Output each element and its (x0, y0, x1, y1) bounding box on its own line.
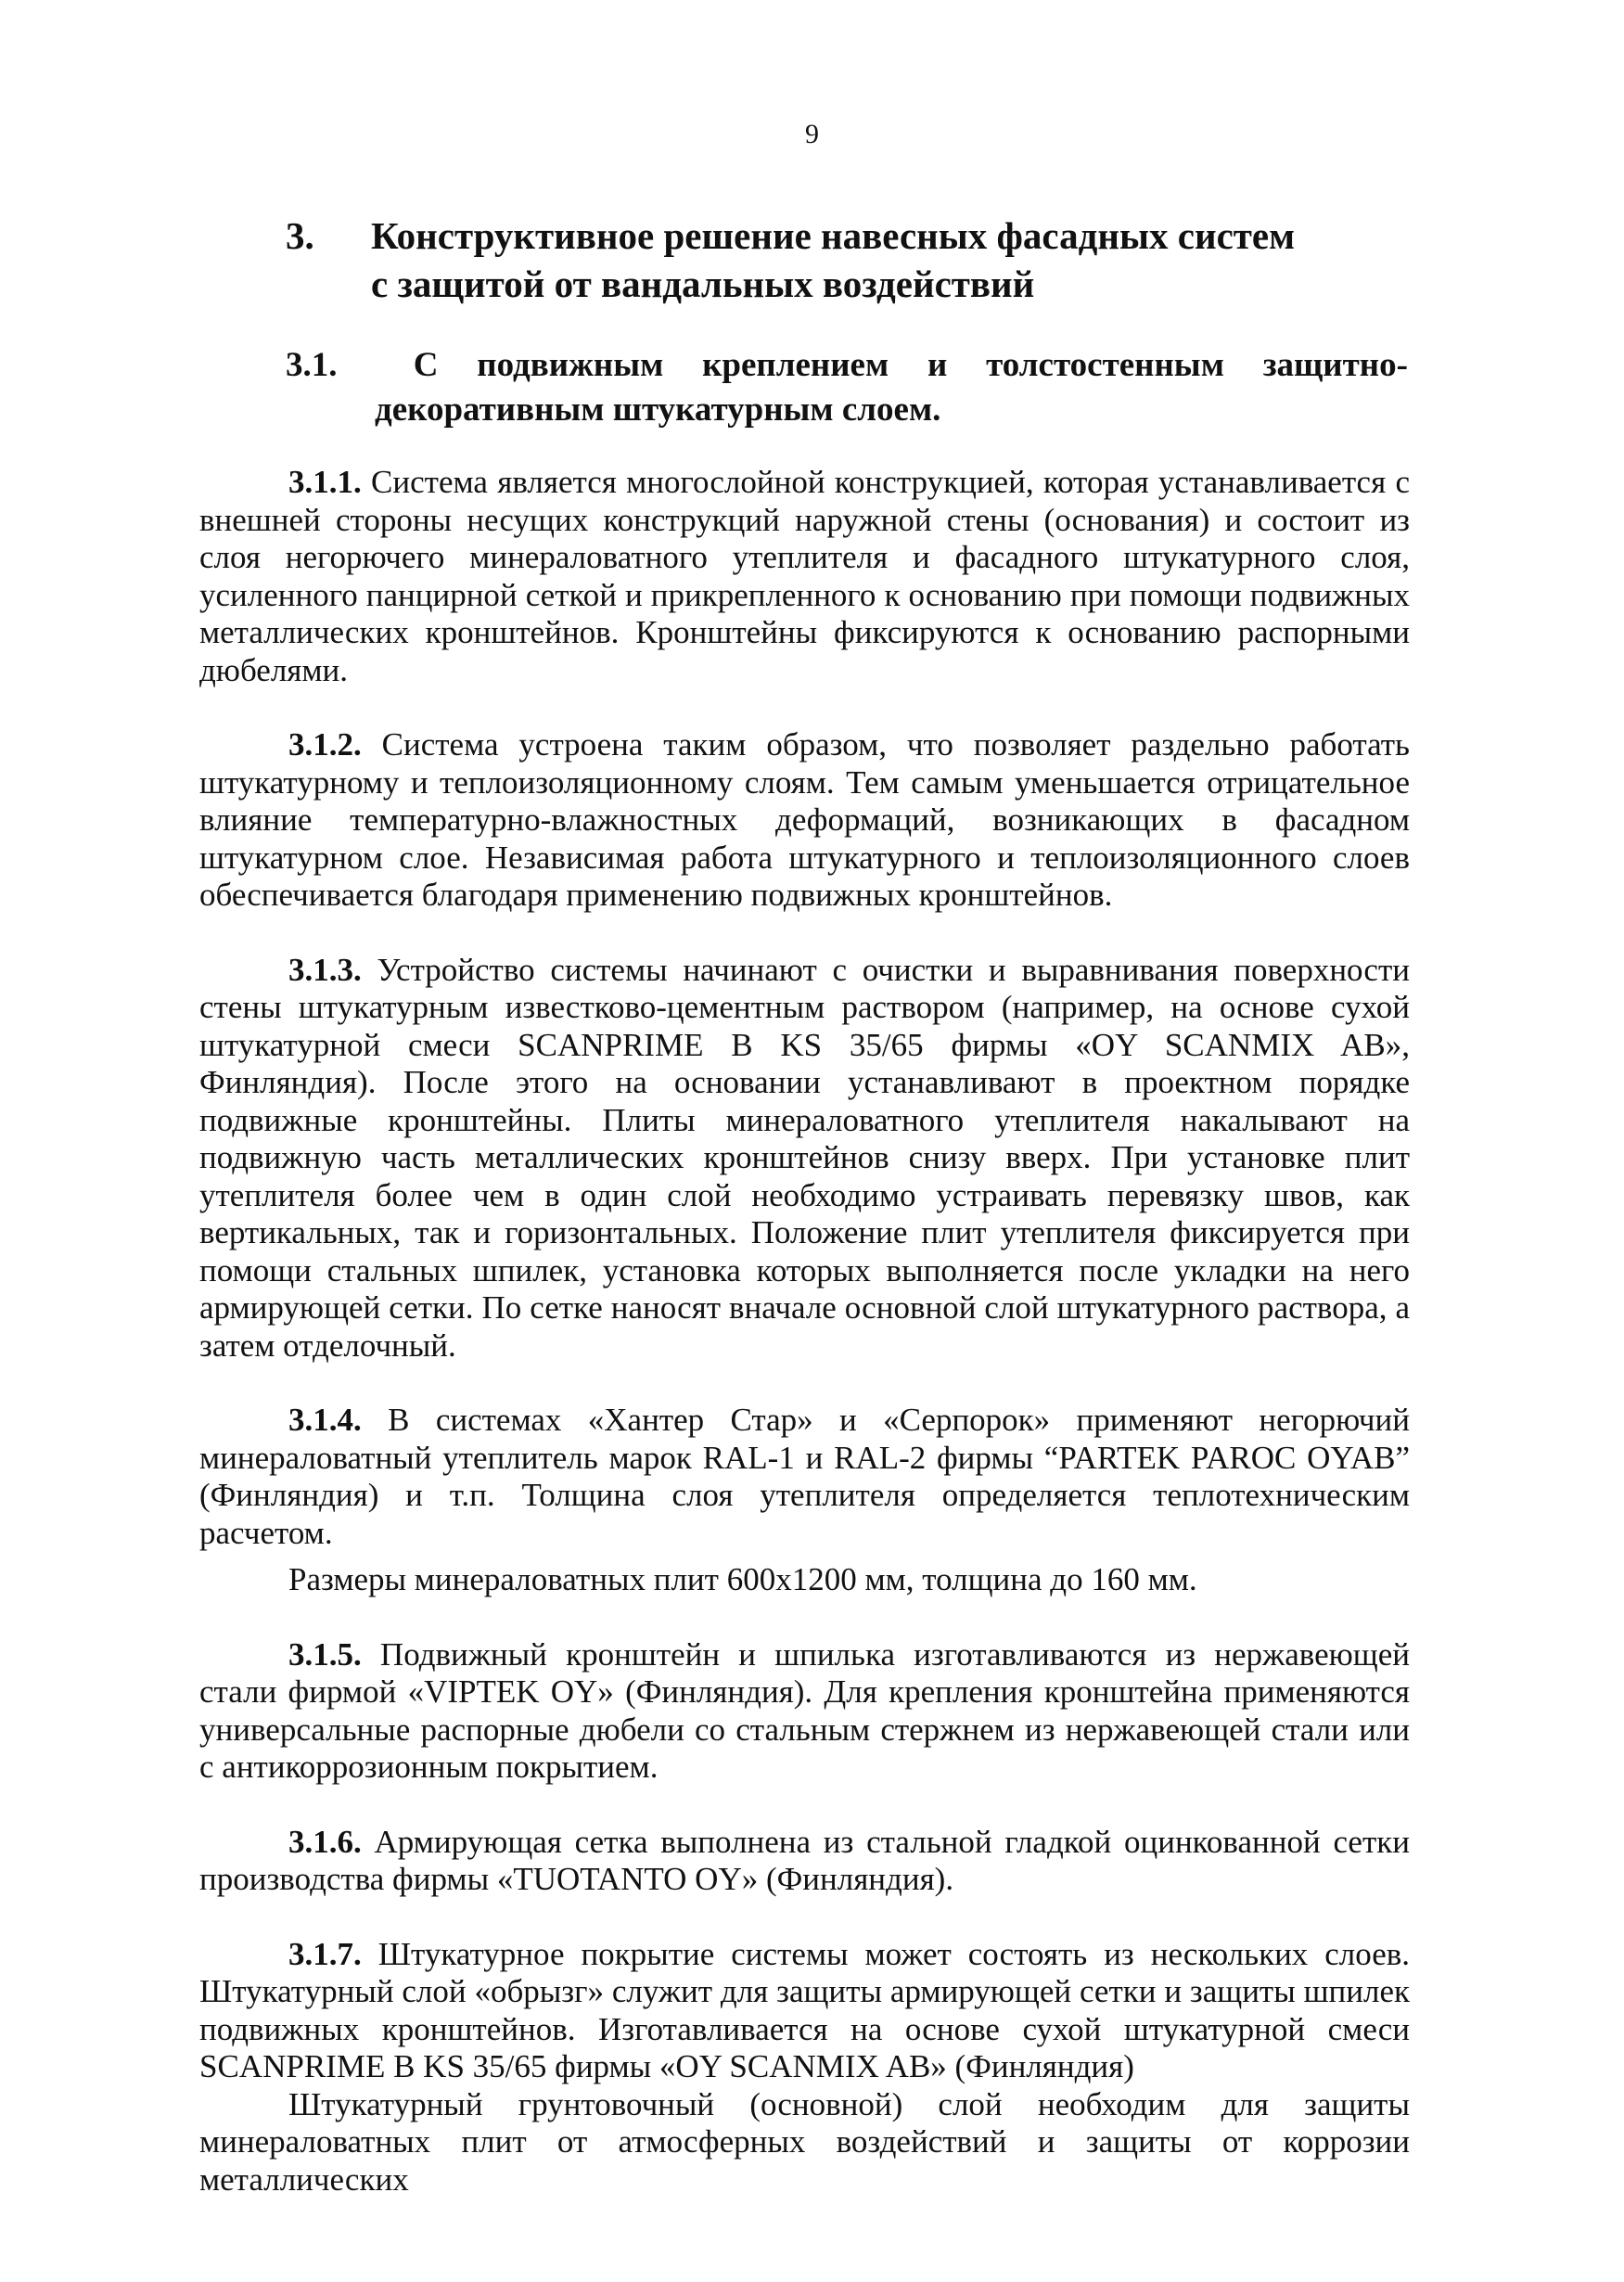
paragraph-3-1-6 (199, 1824, 1410, 1899)
subsection-word: толстостенным (986, 346, 1224, 384)
subsection-word: креплением (702, 346, 889, 384)
paragraph-3-1-4 (199, 1402, 1410, 1552)
paragraph-3-1-3 (199, 952, 1410, 1365)
paragraph-number: 3.1.5. (288, 1635, 362, 1673)
paragraph-text: Штукатурное покрытие системы может состоять из нескольких слоев. Штукатурный слой «обрызг» служит для защиты армирующей сетки и защиты шпилек подвижных кронштейнов. Изготавливается на основе сухой штукатурной смеси SCANPRIME B KS 35/65 фирмы «OY SCANMIX AB» (Финляндия) (199, 1935, 1411, 2084)
paragraph-number: 3.1.3. (288, 951, 362, 988)
paragraph-3-1-7 (199, 1936, 1410, 2086)
paragraph-text: Подвижный кронштейн и шпилька изготавливаются из нержавеющей стали фирмой «VIPTEK OY» (Финляндия). Для крепления кронштейна применяются универсальные распорные дюбели со стальным стержнем из нержавеющей стали или с антикоррозионным покрытием. (199, 1635, 1410, 1785)
paragraph-3-1-7-continuation: Штукатурный грунтовочный (основной) слой необходим для защиты минераловатных плит от атмосферных воздействий и защиты от коррозии металлических (199, 2085, 1410, 2198)
paragraph-3-1-4-continuation: Размеры минераловатных плит 600x1200 мм, толщина до 160 мм. (288, 1561, 1197, 1597)
subsection-number: 3.1. (286, 346, 338, 384)
subsection-heading (286, 343, 1408, 432)
subsection-heading-line1 (286, 343, 1408, 388)
paragraph-number: 3.1.7. (288, 1935, 362, 1972)
paragraph-3-1-2 (199, 726, 1410, 915)
subsection-word: и (927, 346, 948, 384)
subsection-word: С (413, 346, 439, 384)
paragraph-number: 3.1.4. (288, 1402, 362, 1438)
paragraph-text: Устройство системы начинают с очистки и выравнивания поверхности стены штукатурным известково-цементным раствором (например, на основе сухой штукатурной смеси SCANPRIME B KS 35/65 фирмы «OY SCANMIX AB», Финляндия). После этого на основании устанавливают в проектном порядке подвижные кронштейны. Плиты минераловатного утеплителя накалывают на подвижную часть металлических кронштейнов снизу вверх. При установке плит утеплителя более чем в один слой необходимо устраивать перевязку швов, как вертикальных, так и горизонтальных. Положение плит утеплителя фиксируется при помощи стальных шпилек, установка которых выполняется после укладки на него армирующей сетки. По сетке наносят вначале основной слой штукатурного раствора, а затем отделочный. (199, 951, 1410, 1364)
section-title-line1: Конструктивное решение навесных фасадных систем (371, 214, 1296, 257)
paragraph-text: Армирующая сетка выполнена из стальной гладкой оцинкованной сетки производства фирмы «TUOTANTO OY» (Финляндия). (199, 1823, 1410, 1897)
section-heading-line1 (286, 212, 1399, 260)
paragraph-3-1-1 (199, 464, 1410, 689)
paragraph-text: Система является многослойной конструкцией, которая устанавливается с внешней стороны несущих конструкций наружной стены (основания) и состоит из слоя негорючего минераловатного утеплителя и фасадного штукатурного слоя, усиленного панцирной сеткой и прикрепленного к основанию при помощи подвижных металлических кронштейнов. Кронштейны фиксируются к основанию распорными дюбелями. (199, 464, 1410, 688)
section-title-line2: с защитой от вандальных воздействий (371, 263, 1035, 305)
document-body (199, 464, 1410, 2199)
page-number: 9 (805, 119, 819, 149)
subsection-word: подвижным (477, 346, 664, 384)
paragraph-3-1-5 (199, 1636, 1410, 1787)
section-heading (286, 212, 1399, 308)
paragraph-number: 3.1.2. (288, 726, 362, 763)
subsection-title-line2: декоративным штукатурным слоем. (375, 391, 941, 429)
paragraph-text: В системах «Хантер Стар» и «Серпорок» применяют негорючий минераловатный утеплитель марок RAL-1 и RAL-2 фирмы “PARTEK PAROC OYAB” (Финляндия) и т.п. Толщина слоя утеплителя определяется теплотехническим расчетом. (199, 1402, 1410, 1551)
paragraph-text: Система устроена таким образом, что позволяет раздельно работать штукатурному и теплоизоляционному слоям. Тем самым уменьшается отрицательное влияние температурно-влажностных деформаций, возникающих в фасадном штукатурном слое. Независимая работа штукатурного и теплоизоляционного слоев обеспечивается благодаря применению подвижных кронштейнов. (199, 726, 1410, 913)
section-number: 3. (286, 214, 314, 257)
paragraph-number: 3.1.1. (288, 464, 362, 500)
subsection-word: защитно- (1262, 346, 1408, 384)
paragraph-number: 3.1.6. (288, 1823, 362, 1860)
